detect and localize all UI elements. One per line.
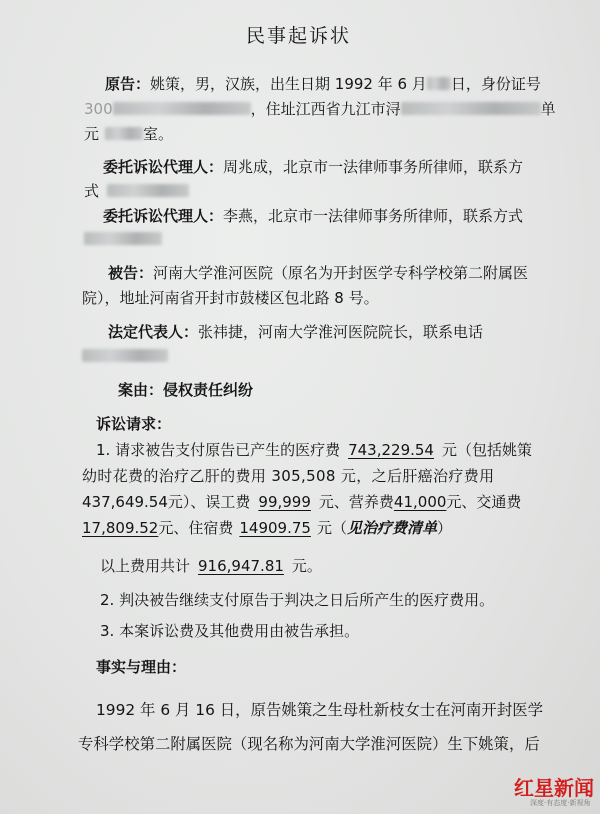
claim-1-text-g: 元（	[316, 519, 347, 537]
agent1-label: 委托诉讼代理人：	[103, 158, 224, 176]
facts-line-1: 1992 年 6 月 16 日，原告姚策之生母杜新枝女士在河南开封医学	[96, 701, 543, 719]
redacted-legal-rep-phone	[82, 349, 168, 362]
claim-1-text-e: 元、交通费	[446, 493, 522, 511]
agent1-text-2: 式	[84, 182, 100, 200]
agent2-line-1	[103, 206, 523, 226]
redacted-id-number	[113, 102, 251, 115]
plaintiff-line-1	[105, 74, 541, 94]
defendant-label: 被告：	[108, 264, 154, 282]
claim-total-amount: 916,947.81	[198, 557, 284, 575]
redacted-agent1-phone	[107, 184, 189, 197]
claim-1-text-f: 元、住宿费	[158, 519, 234, 537]
agent1-line-2	[84, 181, 189, 201]
agent1-line-1	[103, 157, 523, 177]
plaintiff-label: 原告：	[105, 75, 151, 93]
expense-list-note: 见治疗费清单	[346, 519, 437, 537]
cause-line	[118, 380, 253, 400]
agent2-line-2	[84, 229, 162, 249]
claim-1-text-b: 元（包括姚策	[441, 441, 532, 459]
redacted-day	[427, 77, 451, 90]
claim-1-text-d: 元、营养费	[318, 493, 394, 511]
plaintiff-line-2	[84, 99, 556, 119]
claim-1-line-1	[96, 440, 532, 460]
claims-heading: 诉讼请求：	[96, 415, 172, 433]
claim-1-text-a: 1. 请求被告支付原告已产生的医疗费	[96, 441, 341, 459]
lost-wages-amount: 99,999	[258, 493, 311, 511]
plaintiff-unit: 元	[84, 125, 100, 143]
claim-total-text-b: 元。	[291, 557, 322, 575]
redacted-id-start: 300	[84, 100, 113, 118]
defendant-line-2: 院），地址河南省开封市鼓楼区包北路 8 号。	[82, 289, 379, 307]
watermark-subtitle: 深度·有态度·新视角	[530, 799, 591, 807]
watermark-brand: 红星新闻	[514, 776, 594, 800]
claim-1-line-3	[82, 492, 521, 512]
facts-heading: 事实与理由：	[96, 658, 187, 676]
defendant-text: 河南大学淮河医院（原名为开封医学专科学校第二附属医	[153, 264, 529, 282]
plaintiff-address: ，住址江西省九江市浔	[250, 100, 401, 118]
cause-label: 案由：	[118, 381, 164, 399]
claim-1-medical-amount: 743,229.54	[348, 441, 434, 459]
transport-amount: 17,809.52	[82, 519, 159, 537]
agent2-label: 委托诉讼代理人：	[103, 207, 224, 225]
plaintiff-text: 姚策，男，汉族，出生日期 1992 年 6 月	[150, 75, 427, 93]
plaintiff-text-mid: 日，身份证号	[450, 75, 541, 93]
plaintiff-room: 室。	[143, 125, 174, 143]
claim-3: 3. 本案诉讼费及其他费用由被告承担。	[100, 622, 360, 640]
facts-line-2: 专科学校第二附属医院（现名称为河南大学淮河医院）生下姚策，后	[78, 735, 540, 753]
news-watermark-logo	[512, 772, 596, 810]
agent2-text: 李燕，北京市一法律师事务所律师，联系方式	[223, 207, 524, 225]
redacted-address	[401, 102, 541, 115]
redacted-room	[105, 127, 143, 140]
nutrition-amount: 41,000	[393, 493, 447, 511]
claim-1-text-c: 元）、误工费	[167, 493, 251, 511]
lodging-amount: 14909.75	[239, 519, 311, 537]
claim-total-line	[100, 556, 322, 576]
claim-1-liver-amount: 437,649.54	[82, 493, 168, 511]
legal-rep-line-2	[82, 346, 168, 366]
defendant-line-1	[108, 263, 528, 283]
plaintiff-line-3	[84, 124, 173, 144]
claim-total-text-a: 以上费用共计	[100, 557, 191, 575]
redacted-agent2-phone	[84, 232, 162, 245]
document-title: 民事起诉状	[246, 25, 352, 47]
claim-1-line-4	[82, 518, 452, 538]
legal-rep-text: 张祎捷，河南大学淮河医院院长，联系电话	[198, 323, 484, 341]
cause-text: 侵权责任纠纷	[163, 381, 254, 399]
claim-1-line-2: 幼时花费的治疗乙肝的费用 305,508 元，之后肝癌治疗费用	[82, 467, 495, 485]
legal-rep-line-1	[108, 322, 483, 342]
claim-2: 2. 判决被告继续支付原告于判决之日后所产生的医疗费用。	[100, 591, 495, 609]
legal-rep-label: 法定代表人：	[108, 323, 199, 341]
claim-1-text-h: ）	[436, 519, 452, 537]
agent1-text: 周兆成，北京市一法律师事务所律师，联系方	[223, 158, 524, 176]
plaintiff-address-end: 单	[540, 100, 556, 118]
